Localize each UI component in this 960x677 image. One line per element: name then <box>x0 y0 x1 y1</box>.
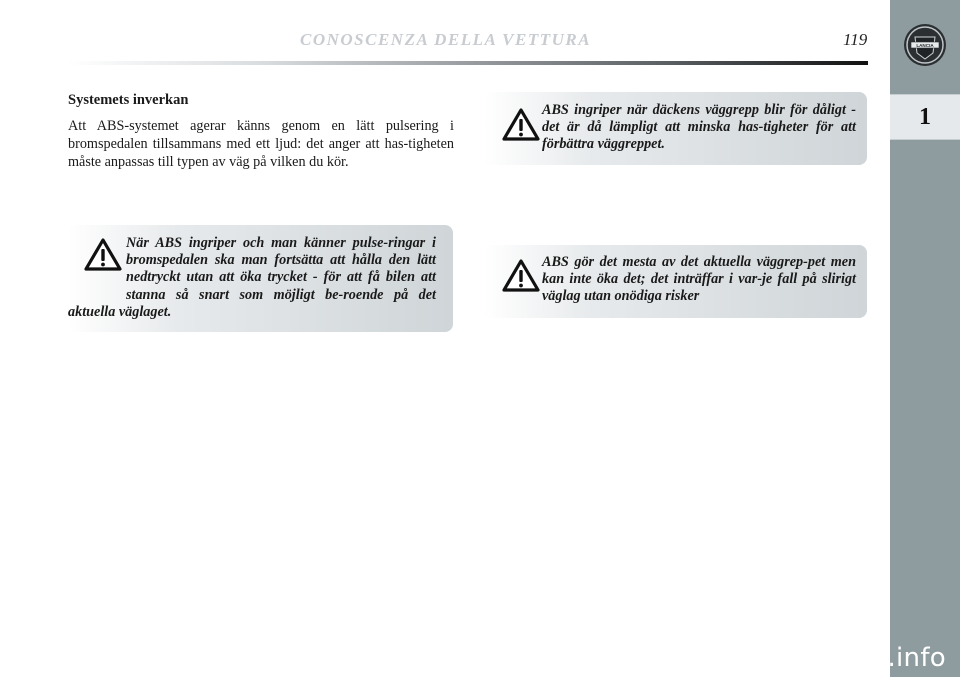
warning-box-slippery-road <box>484 245 867 318</box>
warning-triangle-icon <box>502 259 540 292</box>
svg-text:LANCIA: LANCIA <box>916 43 934 48</box>
warning-text: ABS gör det mesta av det aktuella väggrep-pet men kan inte öka det; det inträffar i var-je fall på slirigt väglag utan onödiga risker <box>542 254 856 305</box>
watermark: carmanualsonline.info <box>651 643 946 673</box>
warning-text: ABS ingriper när däckens väggrepp blir för dåligt - det är då lämpligt att minska has-tigheter för att förbättra väggreppet. <box>542 102 856 153</box>
body-paragraph: Att ABS-systemet agerar känns genom en lätt pulsering i bromspedalen tillsammans med ett ljud: det anger att has-tigheten måste anpassas till typen av väg på vilken du kör. <box>68 118 454 170</box>
chapter-tab[interactable]: 1 <box>890 94 960 140</box>
page-header-title: CONOSCENZA DELLA VETTURA <box>300 30 592 49</box>
warning-text: När ABS ingriper och man känner pulse-ringar i bromspedalen ska man fortsätta att hålla den lätt nedtryckt utan att öka trycket - för att få bilen att stanna så snart som möjligt be-roende på det aktuella väglaget. <box>68 235 436 320</box>
section-heading: Systemets inverkan <box>68 92 189 108</box>
lancia-logo-icon <box>902 22 948 68</box>
header-divider <box>68 61 868 65</box>
warning-triangle-icon <box>502 108 540 141</box>
warning-box-keep-pressing <box>68 225 453 332</box>
warning-box-abs-intervenes <box>484 92 867 165</box>
page-number: 119 <box>843 30 868 49</box>
